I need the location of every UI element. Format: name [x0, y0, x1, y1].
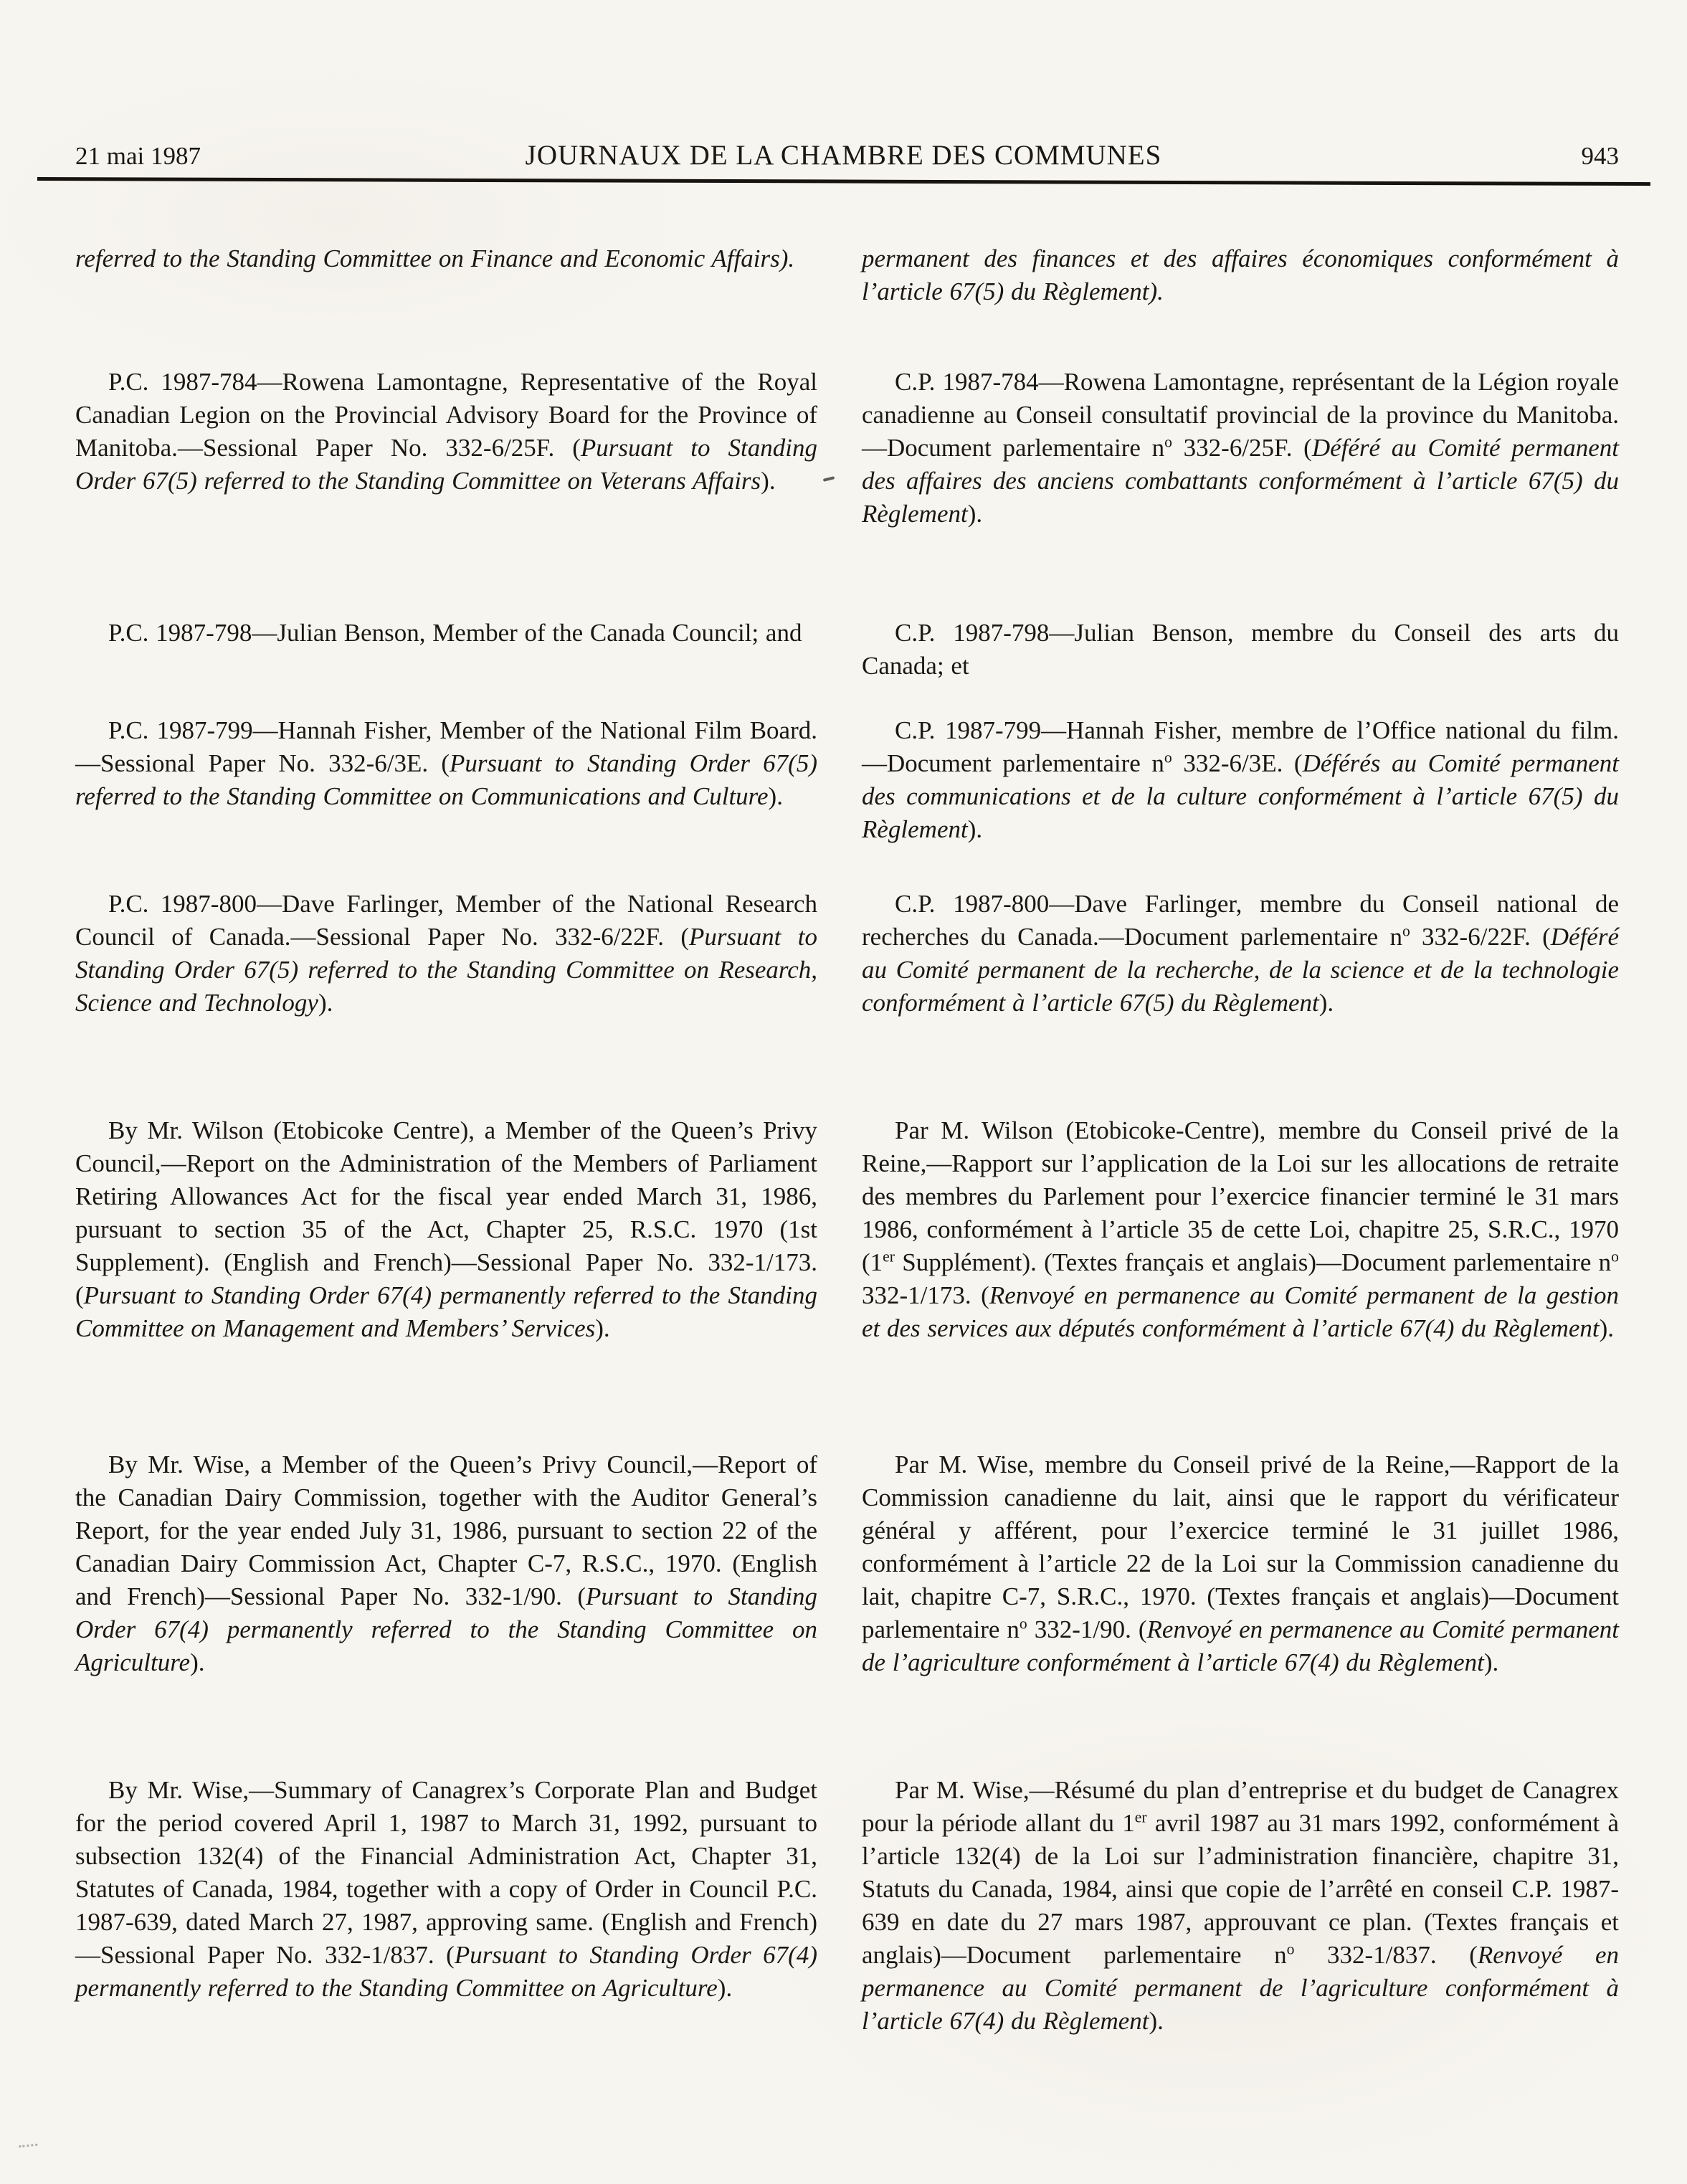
text-segment-italic: Pursuant to Standing Order 67(4) permanently referred to the Standing Committee on Management and Members’ Services — [75, 1281, 817, 1342]
paragraph-L8 — [75, 1774, 817, 2005]
text-segment-superscript: o — [1164, 749, 1172, 766]
scan-artifact-mark — [823, 476, 835, 482]
text-segment-italic: Pursuant to Standing Order 67(4) permanently referred to the Standing Committee on Agriculture — [75, 1941, 817, 2002]
paragraph-R2 — [862, 366, 1619, 531]
paragraph-R1 — [862, 242, 1619, 308]
text-segment-superscript: er — [1134, 1808, 1147, 1826]
text-segment-italic: Déféré au Comité permanent de la recherche, de la science et de la technologie conformément à l’article 67(5) du Règlement — [862, 923, 1619, 1017]
text-segment: avril 1987 au 31 mars 1992, conformément à l’article 132(4) de la Loi sur l’administration financière, chapitre 31, Statuts du Canada, 1984, ainsi que copie de l’arrêté en conseil C.P. 1987-639 en date du 27 mars 1987, approuvant ce plan. (Textes français et anglais)—Document parlementaire n — [862, 1809, 1619, 1969]
paragraph-L2 — [75, 366, 817, 498]
paragraph-L1 — [75, 242, 817, 275]
text-segment: ). — [190, 1648, 205, 1676]
paragraph-R3 — [862, 617, 1619, 683]
text-segment-superscript: o — [1286, 1940, 1295, 1958]
page-title: JOURNAUX DE LA CHAMBRE DES COMMUNES — [525, 140, 1162, 171]
text-segment: Par M. Wilson (Etobicoke-Centre), membre du Conseil privé de la Reine,—Rapport sur l’application de la Loi sur les allocations de retraite des membres du Parlement pour l’exercice financier terminé le 31 mars 1986, conformément à l’article 35 de cette Loi, chapitre 25, S.R.C., 1970 (1 — [862, 1116, 1619, 1276]
text-segment: P.C. 1987-784—Rowena Lamontagne, Representative of the Royal Canadian Legion on the Provincial Advisory Board for the Province of Manitoba.—Sessional Paper No. 332-6/25F. ( — [75, 368, 817, 462]
text-segment-superscript: o — [1019, 1615, 1027, 1633]
text-segment-italic: permanent des finances et des affaires économiques conformément à l’article 67(5) du Règlement). — [862, 244, 1619, 305]
header-date: 21 mai 1987 — [75, 142, 201, 170]
paragraph-L4 — [75, 714, 817, 813]
text-segment: ). — [967, 500, 983, 528]
text-segment: C.P. 1987-800—Dave Farlinger, membre du Conseil national de recherches du Canada.—Document parlementaire n — [862, 890, 1619, 951]
paragraph-R7 — [862, 1448, 1619, 1679]
column-french — [862, 0, 1619, 2184]
text-segment: 332-6/22F. ( — [1410, 923, 1551, 951]
text-segment: C.P. 1987-798—Julian Benson, membre du Conseil des arts du Canada; et — [862, 619, 1619, 680]
text-segment-italic: Pursuant to Standing Order 67(5) referred to the Standing Committee on Research, Science and Technology — [75, 923, 817, 1017]
text-segment-superscript: o — [1402, 922, 1410, 940]
text-segment-italic: Renvoyé en permanence au Comité permanent de la gestion et des services aux députés conformément à l’article 67(4) du Règlement — [862, 1281, 1619, 1342]
text-segment: 332-6/25F. ( — [1172, 434, 1312, 462]
text-segment: ). — [717, 1974, 733, 2002]
text-segment-italic: referred to the Standing Committee on Finance and Economic Affairs). — [75, 244, 795, 272]
text-segment: 332-1/173. ( — [862, 1281, 989, 1309]
text-segment-italic: Déféré au Comité permanent des affaires des anciens combattants conformément à l’article 67(5) du Règlement — [862, 434, 1619, 528]
paragraph-R4 — [862, 714, 1619, 846]
text-segment: P.C. 1987-800—Dave Farlinger, Member of the National Research Council of Canada.—Sessional Paper No. 332-6/22F. ( — [75, 890, 817, 951]
text-segment: C.P. 1987-799—Hannah Fisher, membre de l’Office national du film.—Document parlementaire n — [862, 716, 1619, 777]
text-segment: ). — [595, 1314, 610, 1342]
paragraph-L5 — [75, 888, 817, 1020]
text-segment-italic: Déférés au Comité permanent des communications et de la culture conformément à l’article 67(5) du Règlement — [862, 749, 1619, 843]
text-segment-italic: Pursuant to Standing Order 67(5) referred to the Standing Committee on Communications and Culture — [75, 749, 817, 810]
text-segment: Par M. Wise, membre du Conseil privé de la Reine,—Rapport de la Commission canadienne du lait, ainsi que le rapport du vérificateur général y afférent, pour l’exercice terminé le 31 juillet 1986, conformément à l’article 22 de la Loi sur la Commission canadienne du lait, chapitre C-7, S.R.C., 1970. (Textes français et anglais)—Document parlementaire n — [862, 1451, 1619, 1643]
text-segment: By Mr. Wilson (Etobicoke Centre), a Member of the Queen’s Privy Council,—Report on the Administration of the Members of Parliament Retiring Allowances Act for the fiscal year ended March 31, 1986, pursuant to section 35 of the Act, Chapter 25, R.S.C. 1970 (1st Supplement). (English and French)—Sessional Paper No. 332-1/173. ( — [75, 1116, 817, 1309]
paragraph-L6 — [75, 1114, 817, 1345]
text-segment-italic: Renvoyé en permanence au Comité permanent de l’agriculture conformément à l’article 67(4) du Règlement — [862, 1615, 1619, 1676]
text-segment-superscript: o — [1611, 1248, 1619, 1266]
paragraph-L3 — [75, 617, 817, 650]
text-segment: 332-6/3E. ( — [1172, 749, 1303, 777]
column-english — [75, 0, 817, 2184]
text-segment-italic: Pursuant to Standing Order 67(4) permanently referred to the Standing Committee on Agriculture — [75, 1582, 817, 1676]
text-segment: 332-1/90. ( — [1027, 1615, 1147, 1643]
text-segment: ). — [1318, 989, 1334, 1017]
text-segment: ). — [318, 989, 333, 1017]
text-segment-superscript: er — [883, 1248, 895, 1266]
text-segment: Supplément). (Textes français et anglais)—Document parlementaire n — [895, 1248, 1612, 1276]
paragraph-R6 — [862, 1114, 1619, 1345]
text-segment: C.P. 1987-784—Rowena Lamontagne, représentant de la Légion royale canadienne au Conseil consultatif provincial de la province du Manitoba.—Document parlementaire n — [862, 368, 1619, 462]
text-segment-italic: Pursuant to Standing Order 67(5) referred to the Standing Committee on Veterans Affairs — [75, 434, 817, 495]
text-segment: 332-1/837. ( — [1294, 1941, 1478, 1969]
text-segment: ). — [1483, 1648, 1499, 1676]
text-segment: ). — [768, 782, 783, 810]
text-segment: ). — [1149, 2007, 1164, 2035]
paragraph-L7 — [75, 1448, 817, 1679]
text-segment: ). — [967, 815, 983, 843]
text-segment: By Mr. Wise,—Summary of Canagrex’s Corporate Plan and Budget for the period covered April 1, 1987 to March 31, 1992, pursuant to subsection 132(4) of the Financial Administration Act, Chapter 31, Statutes of Canada, 1984, together with a copy of Order in Council P.C. 1987-639, dated March 27, 1987, approving same. (English and French)—Sessional Paper No. 332-1/837. ( — [75, 1776, 817, 1969]
text-segment: P.C. 1987-799—Hannah Fisher, Member of the National Film Board.—Sessional Paper No. 332-6/3E. ( — [75, 716, 817, 777]
page-number: 943 — [1581, 142, 1619, 170]
text-segment: Par M. Wise,—Résumé du plan d’entreprise et du budget de Canagrex pour la période allant du 1 — [862, 1776, 1619, 1837]
text-segment-italic: Renvoyé en permanence au Comité permanent de l’agriculture conformément à l’article 67(4) du Règlement — [862, 1941, 1619, 2035]
text-segment: ). — [761, 467, 776, 495]
paragraph-R5 — [862, 888, 1619, 1020]
text-segment-superscript: o — [1164, 433, 1172, 451]
paragraph-R8 — [862, 1774, 1619, 2038]
text-segment: By Mr. Wise, a Member of the Queen’s Privy Council,—Report of the Canadian Dairy Commission, together with the Auditor General’s Report, for the year ended July 31, 1986, pursuant to section 22 of the Canadian Dairy Commission Act, Chapter C-7, R.S.C., 1970. (English and French)—Sessional Paper No. 332-1/90. ( — [75, 1451, 817, 1610]
scan-artifact-mark — [19, 2139, 38, 2148]
text-segment: P.C. 1987-798—Julian Benson, Member of the Canada Council; and — [108, 619, 802, 647]
text-segment: ). — [1599, 1314, 1614, 1342]
